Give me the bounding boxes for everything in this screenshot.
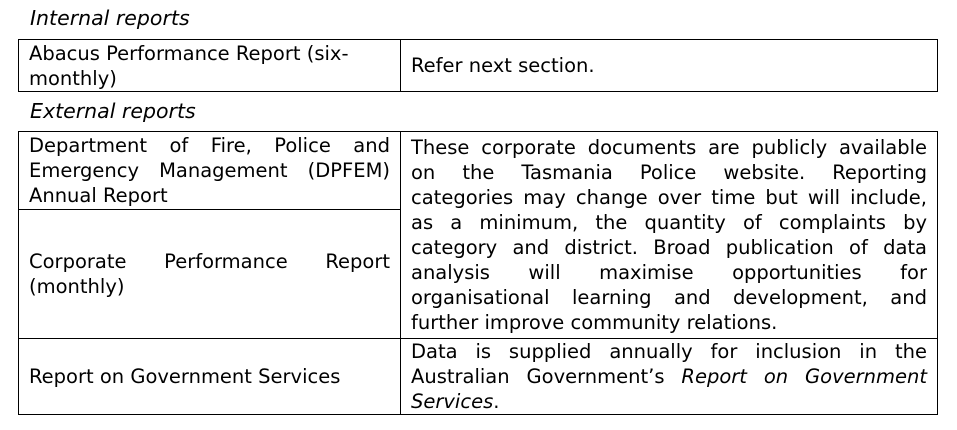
external-reports-heading: External reports — [30, 99, 196, 123]
details-text-end: . — [493, 390, 500, 413]
report-name-cell: Report on Government Services — [19, 339, 401, 415]
report-name-cell: Abacus Performance Report (six-monthly) — [19, 40, 401, 92]
table-row — [19, 132, 938, 210]
internal-reports-heading: Internal reports — [30, 6, 190, 30]
external-reports-table — [18, 131, 938, 415]
report-frequency: (monthly) — [29, 275, 125, 298]
report-name-cell — [19, 210, 401, 339]
report-details-cell: Refer next section. — [401, 40, 938, 92]
report-name-cell: Department of Fire, Police and Emergency Management (DPFEM) Annual Report — [19, 132, 401, 210]
publication-title: Report on Government Services — [411, 365, 928, 413]
report-details-cell — [401, 339, 938, 415]
table-row — [19, 339, 938, 415]
table-row — [19, 40, 938, 92]
report-name-line: Corporate Performance Report — [29, 250, 390, 273]
report-details-cell: These corporate documents are publicly available on the Tasmania Police website. Reporting categories may change over time but will include, as a minimum, the quantity of complaints by category and district. Broad publication of data analysis will maximise opportunities for organisational learning and development, and further improve community relations. — [401, 132, 938, 339]
details-text: Data is supplied annually for inclusion in the Australian Government’s — [411, 340, 927, 388]
internal-reports-table — [18, 39, 938, 92]
